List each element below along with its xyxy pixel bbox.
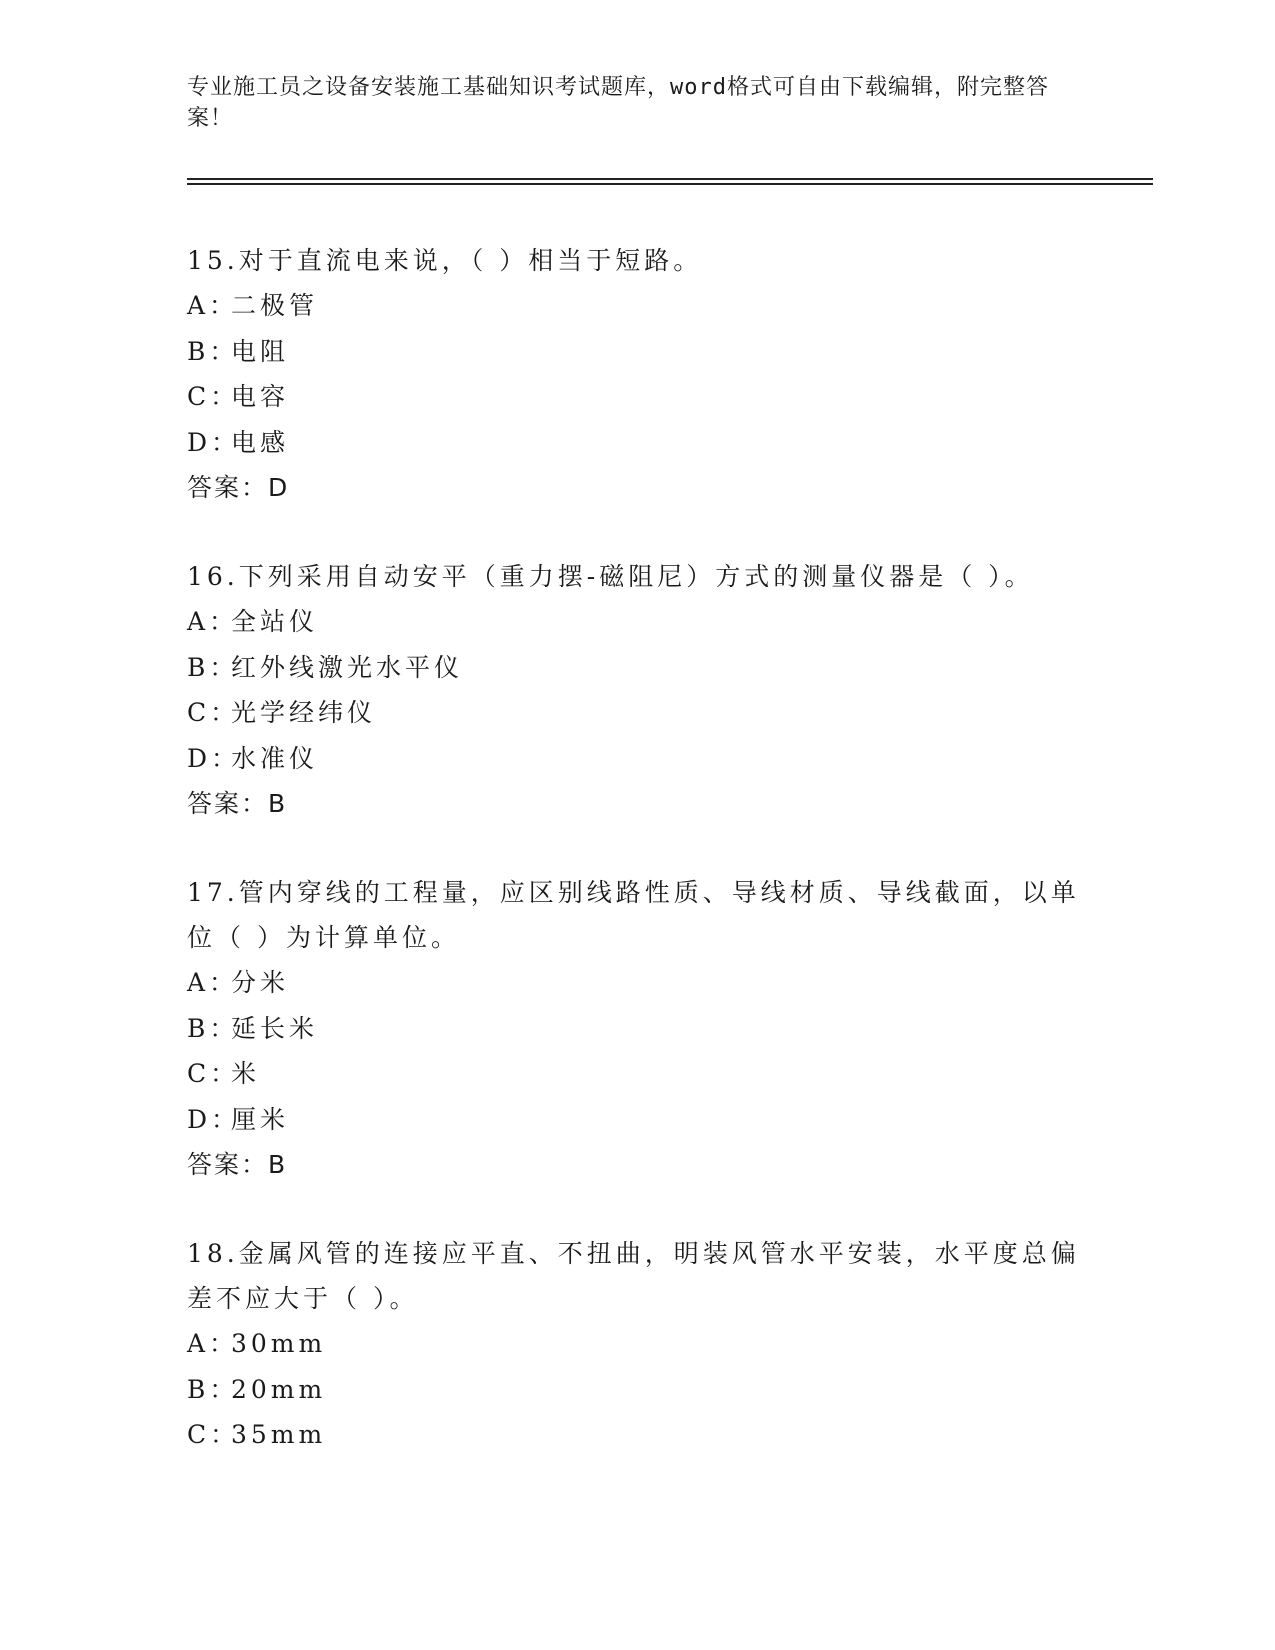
option-text: 电感	[231, 427, 290, 457]
question-15	[187, 238, 1087, 510]
option-c	[187, 1412, 1087, 1458]
option-key: C：	[187, 1420, 240, 1449]
option-text: 延长米	[231, 1013, 319, 1043]
option-text: 分米	[231, 968, 290, 997]
option-key: C：	[187, 1059, 240, 1088]
header-divider-top	[187, 178, 1153, 180]
option-b	[187, 1006, 1087, 1052]
option-key: C：	[187, 382, 240, 411]
option-text: 20mm	[231, 1374, 327, 1404]
question-title: 16.下列采用自动安平（重力摆-磁阻尼）方式的测量仪器是（ ）。	[187, 562, 1034, 591]
question-title: 17.管内穿线的工程量，应区别线路性质、导线材质、导线截面，以单位（ ）为计算单位。	[187, 878, 1080, 952]
option-d	[187, 1097, 1087, 1143]
question-title: 15.对于直流电来说，（ ）相当于短路。	[187, 246, 703, 275]
option-a	[187, 960, 1087, 1006]
option-key: B：	[187, 1374, 239, 1404]
option-text: 电容	[231, 382, 290, 411]
option-text: 红外线激光水平仪	[231, 652, 464, 682]
option-key: C：	[187, 698, 240, 727]
option-b	[187, 329, 1087, 375]
option-key: D：	[187, 427, 241, 457]
option-text: 全站仪	[231, 607, 319, 636]
option-text: 水准仪	[231, 743, 319, 773]
option-text: 光学经纬仪	[231, 698, 377, 727]
option-d	[187, 736, 1087, 782]
option-key: A：	[187, 607, 239, 636]
option-text: 35mm	[231, 1420, 327, 1449]
option-b	[187, 1367, 1087, 1413]
option-c	[187, 690, 1087, 736]
question-list	[187, 238, 1087, 1502]
answer: 答案：B	[187, 789, 288, 818]
question-17	[187, 870, 1087, 1187]
question-16	[187, 554, 1087, 826]
option-c	[187, 1051, 1087, 1097]
option-key: B：	[187, 336, 239, 366]
header-divider-bottom	[187, 183, 1153, 185]
option-text: 米	[231, 1059, 261, 1088]
option-a	[187, 283, 1087, 329]
option-a	[187, 599, 1087, 645]
option-d	[187, 420, 1087, 466]
option-key: A：	[187, 1329, 239, 1358]
option-key: B：	[187, 1013, 239, 1043]
option-c	[187, 374, 1087, 420]
option-b	[187, 645, 1087, 691]
option-text: 30mm	[231, 1329, 327, 1358]
option-text: 厘米	[231, 1104, 290, 1134]
answer: 答案：D	[187, 473, 290, 502]
document-header: 专业施工员之设备安装施工基础知识考试题库，word格式可自由下载编辑，附完整答案！	[187, 75, 1049, 131]
question-18	[187, 1231, 1087, 1458]
answer: 答案：B	[187, 1150, 288, 1179]
option-key: A：	[187, 968, 239, 997]
option-text: 电阻	[231, 336, 290, 366]
question-title: 18.金属风管的连接应平直、不扭曲，明装风管水平安装，水平度总偏差不应大于（ ）。	[187, 1239, 1080, 1313]
option-a	[187, 1321, 1087, 1367]
option-key: D：	[187, 743, 241, 773]
option-text: 二极管	[231, 291, 319, 320]
option-key: B：	[187, 652, 239, 682]
option-key: A：	[187, 291, 239, 320]
option-key: D：	[187, 1104, 241, 1134]
